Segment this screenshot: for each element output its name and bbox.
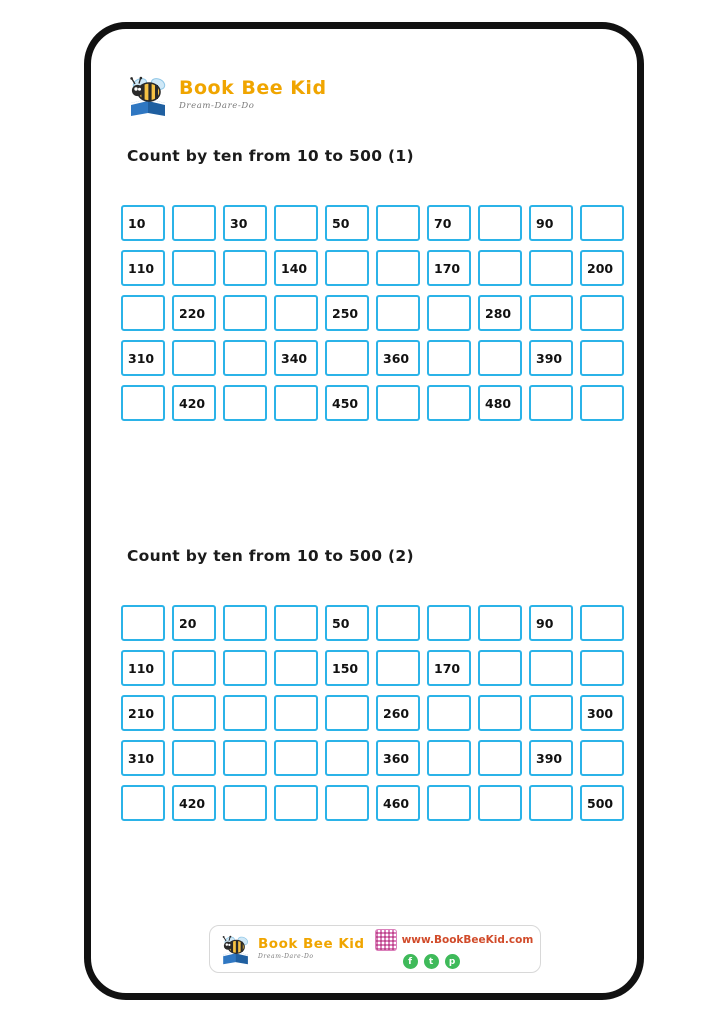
number-cell-empty[interactable] bbox=[376, 295, 420, 331]
number-cell-empty[interactable] bbox=[121, 605, 165, 641]
number-cell[interactable]: 450 bbox=[325, 385, 369, 421]
number-cell-empty[interactable] bbox=[580, 205, 624, 241]
number-cell-empty[interactable] bbox=[274, 740, 318, 776]
number-cell[interactable]: 340 bbox=[274, 340, 318, 376]
number-cell-empty[interactable] bbox=[427, 340, 471, 376]
number-cell-empty[interactable] bbox=[478, 340, 522, 376]
number-cell-empty[interactable] bbox=[223, 695, 267, 731]
section-1-grid bbox=[121, 205, 630, 421]
number-cell-empty[interactable] bbox=[580, 340, 624, 376]
number-cell-empty[interactable] bbox=[529, 385, 573, 421]
number-cell[interactable]: 90 bbox=[529, 605, 573, 641]
number-cell[interactable]: 460 bbox=[376, 785, 420, 821]
number-cell[interactable]: 150 bbox=[325, 650, 369, 686]
number-cell-empty[interactable] bbox=[172, 340, 216, 376]
number-cell-empty[interactable] bbox=[274, 605, 318, 641]
number-cell[interactable]: 110 bbox=[121, 250, 165, 286]
number-cell-empty[interactable] bbox=[529, 695, 573, 731]
pinterest-icon[interactable]: p bbox=[445, 954, 460, 969]
number-cell-empty[interactable] bbox=[427, 295, 471, 331]
footer-logo-text bbox=[258, 938, 365, 960]
number-cell-empty[interactable] bbox=[274, 695, 318, 731]
number-cell[interactable]: 390 bbox=[529, 740, 573, 776]
footer-brand-tagline: Dream-Dare-Do bbox=[258, 952, 314, 960]
number-cell-empty[interactable] bbox=[376, 250, 420, 286]
number-cell-empty[interactable] bbox=[376, 605, 420, 641]
section-1-title: Count by ten from 10 to 500 (1) bbox=[127, 147, 414, 165]
number-cell-empty[interactable] bbox=[376, 205, 420, 241]
number-cell-empty[interactable] bbox=[172, 650, 216, 686]
social-links bbox=[403, 954, 460, 969]
bee-icon bbox=[127, 73, 173, 117]
number-cell-empty[interactable] bbox=[427, 605, 471, 641]
number-cell[interactable]: 310 bbox=[121, 340, 165, 376]
bee-icon bbox=[220, 933, 254, 965]
number-cell[interactable]: 360 bbox=[376, 740, 420, 776]
number-cell-empty[interactable] bbox=[325, 785, 369, 821]
brand-name: Book Bee Kid bbox=[179, 77, 327, 100]
number-cell[interactable]: 70 bbox=[427, 205, 471, 241]
number-cell[interactable]: 10 bbox=[121, 205, 165, 241]
number-cell-empty[interactable] bbox=[427, 385, 471, 421]
number-cell-empty[interactable] bbox=[121, 785, 165, 821]
number-cell-empty[interactable] bbox=[223, 385, 267, 421]
header-logo bbox=[127, 73, 327, 117]
number-cell-empty[interactable] bbox=[223, 250, 267, 286]
number-cell-empty[interactable] bbox=[580, 740, 624, 776]
number-cell-empty[interactable] bbox=[478, 605, 522, 641]
number-cell[interactable]: 200 bbox=[580, 250, 624, 286]
footer-url-row bbox=[375, 929, 534, 951]
number-cell[interactable]: 140 bbox=[274, 250, 318, 286]
number-cell-empty[interactable] bbox=[376, 385, 420, 421]
number-cell-empty[interactable] bbox=[529, 785, 573, 821]
section-2-title: Count by ten from 10 to 500 (2) bbox=[127, 547, 414, 565]
number-cell[interactable]: 420 bbox=[172, 785, 216, 821]
number-cell-empty[interactable] bbox=[427, 695, 471, 731]
number-cell[interactable]: 170 bbox=[427, 250, 471, 286]
number-cell-empty[interactable] bbox=[121, 295, 165, 331]
facebook-icon[interactable]: f bbox=[403, 954, 418, 969]
worksheet-card bbox=[84, 22, 644, 1000]
number-cell[interactable]: 220 bbox=[172, 295, 216, 331]
tumblr-icon[interactable]: t bbox=[424, 954, 439, 969]
number-cell-empty[interactable] bbox=[274, 205, 318, 241]
number-cell[interactable]: 280 bbox=[478, 295, 522, 331]
number-cell-empty[interactable] bbox=[325, 740, 369, 776]
footer-bar bbox=[209, 925, 541, 973]
header-logo-text bbox=[179, 79, 327, 111]
number-cell-empty[interactable] bbox=[478, 650, 522, 686]
number-cell[interactable]: 170 bbox=[427, 650, 471, 686]
number-cell[interactable]: 50 bbox=[325, 605, 369, 641]
number-cell-empty[interactable] bbox=[274, 295, 318, 331]
number-cell[interactable]: 500 bbox=[580, 785, 624, 821]
number-cell-empty[interactable] bbox=[274, 650, 318, 686]
number-cell[interactable]: 480 bbox=[478, 385, 522, 421]
number-cell-empty[interactable] bbox=[172, 695, 216, 731]
footer-brand-name: Book Bee Kid bbox=[258, 936, 365, 953]
number-cell-empty[interactable] bbox=[529, 250, 573, 286]
qr-code-icon bbox=[375, 929, 397, 951]
number-cell-empty[interactable] bbox=[172, 740, 216, 776]
number-cell-empty[interactable] bbox=[529, 295, 573, 331]
number-cell-empty[interactable] bbox=[274, 785, 318, 821]
footer-contact bbox=[375, 929, 534, 969]
number-cell-empty[interactable] bbox=[223, 340, 267, 376]
number-cell-empty[interactable] bbox=[325, 340, 369, 376]
number-cell[interactable]: 210 bbox=[121, 695, 165, 731]
number-cell[interactable]: 260 bbox=[376, 695, 420, 731]
number-cell-empty[interactable] bbox=[223, 740, 267, 776]
number-cell-empty[interactable] bbox=[325, 695, 369, 731]
number-cell-empty[interactable] bbox=[427, 785, 471, 821]
number-cell-empty[interactable] bbox=[478, 740, 522, 776]
number-cell[interactable]: 310 bbox=[121, 740, 165, 776]
number-cell-empty[interactable] bbox=[223, 295, 267, 331]
number-cell-empty[interactable] bbox=[172, 250, 216, 286]
footer-website-link[interactable]: www.BookBeeKid.com bbox=[401, 934, 534, 946]
number-cell-empty[interactable] bbox=[580, 385, 624, 421]
footer-logo bbox=[220, 933, 365, 965]
number-cell[interactable]: 30 bbox=[223, 205, 267, 241]
number-cell-empty[interactable] bbox=[172, 205, 216, 241]
number-cell-empty[interactable] bbox=[478, 205, 522, 241]
number-cell-empty[interactable] bbox=[478, 785, 522, 821]
number-cell-empty[interactable] bbox=[274, 385, 318, 421]
number-cell-empty[interactable] bbox=[223, 650, 267, 686]
brand-tagline: Dream-Dare-Do bbox=[179, 101, 255, 112]
number-cell-empty[interactable] bbox=[478, 250, 522, 286]
number-cell-empty[interactable] bbox=[529, 650, 573, 686]
number-cell[interactable]: 90 bbox=[529, 205, 573, 241]
number-cell[interactable]: 50 bbox=[325, 205, 369, 241]
number-cell[interactable]: 110 bbox=[121, 650, 165, 686]
section-2-grid bbox=[121, 605, 630, 821]
number-cell-empty[interactable] bbox=[376, 650, 420, 686]
number-cell-empty[interactable] bbox=[580, 295, 624, 331]
number-cell-empty[interactable] bbox=[580, 605, 624, 641]
number-cell-empty[interactable] bbox=[580, 650, 624, 686]
number-cell-empty[interactable] bbox=[223, 605, 267, 641]
number-cell[interactable]: 390 bbox=[529, 340, 573, 376]
number-cell[interactable]: 360 bbox=[376, 340, 420, 376]
number-cell[interactable]: 300 bbox=[580, 695, 624, 731]
number-cell-empty[interactable] bbox=[325, 250, 369, 286]
number-cell-empty[interactable] bbox=[121, 385, 165, 421]
number-cell[interactable]: 20 bbox=[172, 605, 216, 641]
number-cell-empty[interactable] bbox=[223, 785, 267, 821]
number-cell-empty[interactable] bbox=[478, 695, 522, 731]
number-cell[interactable]: 250 bbox=[325, 295, 369, 331]
number-cell[interactable]: 420 bbox=[172, 385, 216, 421]
number-cell-empty[interactable] bbox=[427, 740, 471, 776]
